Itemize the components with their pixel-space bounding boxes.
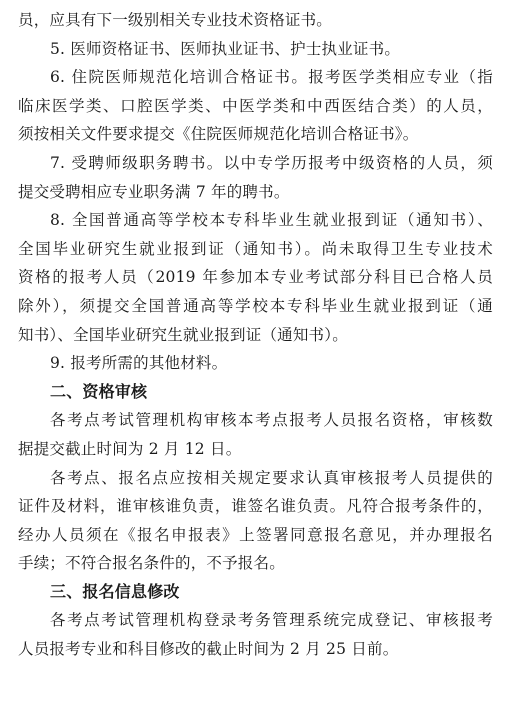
paragraph-line: 各考点考试管理机构审核本考点报考人员报名资格，审核数 (50, 411, 493, 430)
list-item-5: 5. 医师资格证书、医师执业证书、护士执业证书。 (50, 39, 401, 58)
text-line: 全国毕业研究生就业报到证（通知书）。尚未取得卫生专业技术 (18, 239, 493, 258)
section-heading-qualification-review: 二、资格审核 (50, 381, 148, 401)
text-line: 除外），须提交全国普通高等学校本专科毕业生就业报到证（通 (18, 296, 493, 315)
list-item-6: 6. 住院医师规范化培训合格证书。报考医学类相应专业（指 (50, 68, 493, 87)
paragraph-line: 各考点、报名点应按相关规定要求认真审核报考人员提供的 (50, 468, 493, 487)
text-line: 提交受聘相应专业职务满 7 年的聘书。 (18, 182, 290, 201)
text-line: 员，应具有下一级别相关专业技术资格证书。 (18, 11, 333, 29)
list-item-8: 8. 全国普通高等学校本专科毕业生就业报到证（通知书）、 (50, 211, 493, 230)
text-line: 证件及材料，谁审核谁负责，谁签名谁负责。凡符合报考条件的， (18, 497, 493, 516)
text-line: 据提交截止时间为 2 月 12 日。 (18, 439, 242, 458)
section-heading-info-modification: 三、报名信息修改 (50, 581, 180, 601)
text-line: 资格的报考人员（2019 年参加本专业考试部分科目已合格人员 (18, 268, 493, 287)
list-item-9: 9. 报考所需的其他材料。 (50, 354, 228, 373)
list-item-7: 7. 受聘师级职务聘书。以中专学历报考中级资格的人员，须 (50, 153, 493, 172)
paragraph-line: 各考点考试管理机构登录考务管理系统完成登记、审核报考 (50, 611, 493, 630)
text-line: 临床医学类、口腔医学类、中医学类和中西医结合类）的人员， (18, 96, 493, 115)
text-line: 知书）、全国毕业研究生就业报到证（通知书）。 (18, 325, 348, 344)
text-line: 须按相关文件要求提交《住院医师规范化培训合格证书》。 (18, 125, 419, 144)
text-line: 人员报考专业和科目修改的截止时间为 2 月 25 日前。 (18, 640, 399, 659)
text-line: 经办人员须在《报名申报表》上签署同意报名意见，并办理报名 (18, 525, 493, 544)
text-line: 手续；不符合报名条件的，不予报名。 (18, 554, 285, 573)
